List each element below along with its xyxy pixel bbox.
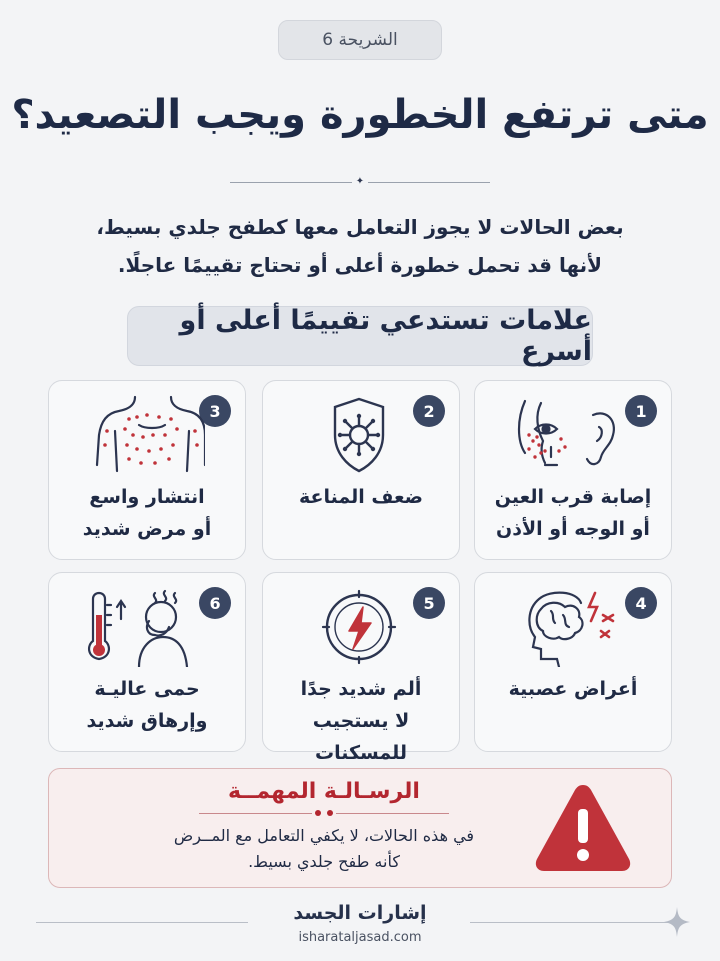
card-label-line-1: انتشار واسع [89, 486, 205, 508]
card-widespread [48, 380, 246, 560]
fever-thermometer-icon [85, 587, 205, 667]
intro-line-1: بعض الحالات لا يجوز التعامل معها كطفح جلدي بسيط، [96, 215, 624, 239]
intro-text [60, 208, 660, 284]
brain-nerve-icon [511, 587, 631, 667]
card-label [269, 673, 453, 769]
card-label [481, 481, 665, 545]
card-label-line-2: وإرهاق شديد [86, 710, 208, 732]
card-number: 1 [625, 395, 657, 427]
card-weak-immunity [262, 380, 460, 560]
card-label [55, 481, 239, 545]
card-label-line-2: أو الوجه أو الأذن [496, 518, 650, 540]
card-fever [48, 572, 246, 752]
card-label-line-1: أعراض عصبية [508, 678, 638, 700]
message-line-1: في هذه الحالات، لا يكفي التعامل مع المــرض [173, 826, 475, 845]
page-title: متى ترتفع الخطورة ويجب التصعيد؟ [11, 92, 709, 138]
title-divider [230, 178, 490, 186]
intro-line-2: لأنها قد تحمل خطورة أعلى أو تحتاج تقييمًا عاجلًا. [117, 253, 603, 277]
card-label-line-1: ألم شديد جدًا [300, 678, 422, 700]
card-label-line-1: حمى عاليـة [94, 678, 200, 700]
card-severe-pain [262, 572, 460, 764]
section-title: علامات تستدعي تقييمًا أعلى أو أسرع [127, 306, 593, 366]
message-title-divider [199, 809, 449, 817]
warning-triangle-icon [531, 779, 635, 875]
message-line-2: كأنه طفح جلدي بسيط. [248, 852, 400, 871]
message-title: الرسـالـة المهمــة [228, 779, 420, 804]
card-number: 4 [625, 587, 657, 619]
card-face-eye-ear [474, 380, 672, 560]
important-message-box [48, 768, 672, 888]
footer-line-left [36, 922, 248, 923]
card-label [55, 673, 239, 737]
card-label [481, 673, 665, 705]
face-eye-ear-rash-icon [511, 395, 631, 475]
card-number: 5 [413, 587, 445, 619]
card-neurological [474, 572, 672, 752]
card-label-line-2: أو مرض شديد [82, 518, 212, 540]
torso-rash-icon [85, 395, 205, 475]
card-number: 6 [199, 587, 231, 619]
pain-lightning-icon [299, 587, 419, 667]
card-label-line-1: ضعف المناعة [298, 486, 424, 508]
footer-line-right [470, 922, 670, 923]
brand-name: إشارات الجسد [293, 902, 427, 924]
immunity-shield-icon [299, 395, 419, 475]
sparkle-icon [664, 907, 690, 937]
slide-number-badge: الشريحة 6 [278, 20, 442, 60]
sparkle-icon: ✦ [355, 176, 365, 187]
card-label-line-2: لا يستجيب للمسكنات [312, 710, 410, 764]
card-number: 3 [199, 395, 231, 427]
card-number: 2 [413, 395, 445, 427]
card-label-line-1: إصابة قرب العين [494, 486, 652, 508]
website-url: isharataljasad.com [298, 930, 422, 945]
message-text [139, 823, 509, 875]
card-label [269, 481, 453, 513]
